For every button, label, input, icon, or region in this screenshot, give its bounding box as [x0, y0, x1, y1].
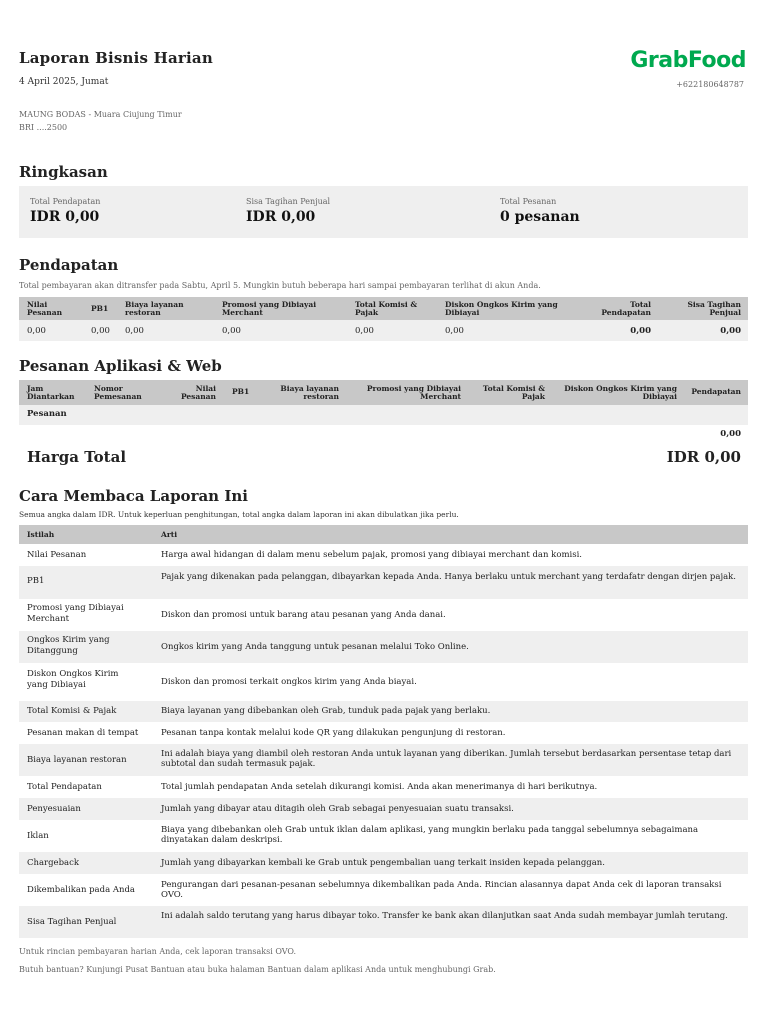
income-th-total-income: Total Pendapatan	[601, 300, 651, 317]
glossary-row	[19, 798, 748, 820]
income-cell-outstanding: 0,00	[720, 326, 741, 336]
glossary-row	[19, 820, 748, 852]
glossary-th-def: Arti	[161, 530, 178, 539]
income-cell-service-fee: 0,00	[125, 326, 144, 336]
glossary-def: Total jumlah pendapatan Anda setelah dikurangi komisi. Anda akan menerimanya di hari berikutnya.	[161, 782, 598, 792]
page-title: Laporan Bisnis Harian	[19, 49, 213, 67]
income-th-service-fee: Biaya layanan restoran	[125, 300, 184, 317]
glossary-term: Sisa Tagihan Penjual	[27, 917, 117, 927]
glossary-row	[19, 852, 748, 874]
glossary-th-term: Istilah	[27, 530, 55, 539]
merchant-phone: +622180648787	[676, 80, 744, 89]
income-title: Pendapatan	[19, 256, 119, 274]
orders-title: Pesanan Aplikasi & Web	[19, 357, 222, 375]
glossary-def: Pengurangan dari pesanan-pesanan sebelumnya dikembalikan pada Anda. Rincian alasannya dapat Anda cek di laporan transaksi OVO.	[161, 880, 722, 900]
grabfood-logo: GrabFood	[630, 48, 746, 73]
income-th-outstanding: Sisa Tagihan Penjual	[687, 300, 741, 317]
glossary-def: Ongkos kirim yang Anda tanggung untuk pesanan melalui Toko Online.	[161, 642, 469, 652]
income-cell-commission-tax: 0,00	[355, 326, 374, 336]
glossary-row	[19, 599, 748, 631]
summary-label-orders: Total Pesanan	[500, 197, 557, 206]
income-table-row	[19, 320, 748, 341]
income-cell-total-income: 0,00	[630, 326, 651, 336]
glossary-term: Diskon Ongkos Kirim yang Dibiayai	[27, 669, 119, 690]
income-table-header	[19, 297, 748, 320]
glossary-row	[19, 663, 748, 701]
glossary-row	[19, 874, 748, 906]
glossary-row	[19, 906, 748, 938]
glossary-def: Biaya yang dibebankan oleh Grab untuk iklan dalam aplikasi, yang mungkin berlaku pada tanggal sebelumnya sebagaimana dinyatakan dalam deskripsi.	[161, 825, 699, 845]
glossary-term: Total Pendapatan	[27, 782, 102, 792]
summary-label-total-income: Total Pendapatan	[30, 197, 101, 206]
summary-title: Ringkasan	[19, 163, 108, 181]
summary-panel	[19, 186, 748, 238]
glossary-def: Jumlah yang dibayarkan kembali ke Grab untuk pengembalian uang terkait insiden kepada pelanggan.	[161, 858, 605, 868]
income-cell-delivery-discount: 0,00	[445, 326, 464, 336]
glossary-term: PB1	[27, 576, 45, 586]
orders-th-order-value: Nilai Pesanan	[180, 384, 216, 401]
orders-th-order-number: Nomor Pemesanan	[94, 384, 142, 401]
glossary-row	[19, 566, 748, 599]
glossary-def: Pesanan tanpa kontak melalui kode QR yang dilakukan pengunjung di restoran.	[161, 728, 506, 738]
glossary-row	[19, 544, 748, 566]
glossary-def: Ini adalah biaya yang diambil oleh restoran Anda untuk layanan yang diberikan. Jumlah tersebut berdasarkan persentase tetap dari subtotal dan sudah termasuk pajak.	[161, 749, 732, 769]
glossary-term: Total Komisi & Pajak	[27, 706, 117, 716]
glossary-def: Biaya layanan yang dibebankan oleh Grab, tunduk pada pajak yang berlaku.	[161, 706, 491, 716]
orders-th-commission-tax: Total Komisi & Pajak	[482, 384, 545, 401]
glossary-def: Ini adalah saldo terutang yang harus dibayar toko. Transfer ke bank akan dilanjutkan saat Anda sudah membayar jumlah terutang.	[161, 911, 728, 921]
glossary-term: Biaya layanan restoran	[27, 755, 127, 765]
orders-subtotal: 0,00	[720, 429, 741, 439]
income-th-commission-tax: Total Komisi & Pajak	[355, 300, 418, 317]
glossary-note: Semua angka dalam IDR. Untuk keperluan penghitungan, total angka dalam laporan ini akan dibulatkan jika perlu.	[19, 510, 459, 519]
glossary-row	[19, 722, 748, 744]
glossary-term: Ongkos Kirim yang Ditanggung	[27, 635, 110, 656]
glossary-term: Iklan	[27, 831, 49, 841]
glossary-title: Cara Membaca Laporan Ini	[19, 487, 248, 505]
glossary-def: Pajak yang dikenakan pada pelanggan, dibayarkan kepada Anda. Hanya berlaku untuk merchant yang terdafatr dengan dirjen pajak.	[161, 572, 736, 582]
income-cell-pb1: 0,00	[91, 326, 110, 336]
glossary-term: Chargeback	[27, 858, 80, 868]
income-th-delivery-discount: Diskon Ongkos Kirim yang Dibiayai	[445, 300, 558, 317]
glossary-row	[19, 701, 748, 722]
orders-total-value: IDR 0,00	[666, 448, 741, 466]
footer-help-note: Butuh bantuan? Kunjungi Pusat Bantuan atau buka halaman Bantuan dalam aplikasi Anda untuk menghubungi Grab.	[19, 965, 496, 974]
summary-value-outstanding: IDR 0,00	[246, 209, 316, 225]
orders-group-label: Pesanan	[27, 409, 67, 419]
income-th-pb1: PB1	[91, 304, 109, 313]
merchant-name: MAUNG BODAS - Muara Ciujung Timur	[19, 110, 182, 119]
income-cell-order-value: 0,00	[27, 326, 46, 336]
glossary-table-header	[19, 525, 748, 544]
orders-th-service-fee: Biaya layanan restoran	[280, 384, 339, 401]
glossary-term: Promosi yang Dibiayai Merchant	[27, 603, 124, 624]
glossary-def: Jumlah yang dibayar atau ditagih oleh Grab sebagai penyesuaian suatu transaksi.	[161, 804, 514, 814]
glossary-def: Harga awal hidangan di dalam menu sebelum pajak, promosi yang dibiayai merchant dan komisi.	[161, 550, 582, 560]
income-th-merchant-promo: Promosi yang Dibiayai Merchant	[222, 300, 317, 317]
glossary-term: Pesanan makan di tempat	[27, 728, 139, 738]
orders-group-row	[19, 405, 748, 425]
glossary-term: Nilai Pesanan	[27, 550, 87, 560]
summary-value-orders: 0 pesanan	[500, 209, 580, 225]
summary-value-total-income: IDR 0,00	[30, 209, 100, 225]
orders-th-delivery-time: Jam Diantarkan	[27, 384, 75, 401]
income-note: Total pembayaran akan ditransfer pada Sabtu, April 5. Mungkin butuh beberapa hari sampai pembayaran terlihat di akun Anda.	[19, 281, 541, 290]
income-th-order-value: Nilai Pesanan	[27, 300, 63, 317]
orders-table-header	[19, 380, 748, 405]
glossary-term: Penyesuaian	[27, 804, 81, 814]
orders-th-income: Pendapatan	[691, 387, 741, 396]
summary-label-outstanding: Sisa Tagihan Penjual	[246, 197, 331, 206]
glossary-def: Diskon dan promosi untuk barang atau pesanan yang Anda danai.	[161, 610, 446, 620]
glossary-row	[19, 776, 748, 798]
glossary-def: Diskon dan promosi terkait ongkos kirim yang Anda biayai.	[161, 677, 417, 687]
income-cell-merchant-promo: 0,00	[222, 326, 241, 336]
glossary-row	[19, 631, 748, 663]
report-date: 4 April 2025, Jumat	[19, 77, 109, 87]
footer-ovo-note: Untuk rincian pembayaran harian Anda, cek laporan transaksi OVO.	[19, 947, 297, 956]
bank-account: BRI ....2500	[19, 123, 68, 132]
glossary-row	[19, 744, 748, 776]
orders-th-merchant-promo: Promosi yang Dibiayai Merchant	[366, 384, 461, 401]
glossary-term: Dikembalikan pada Anda	[27, 885, 135, 895]
orders-th-pb1: PB1	[232, 387, 250, 396]
orders-th-delivery-discount: Diskon Ongkos Kirim yang Dibiayai	[564, 384, 677, 401]
orders-total-label: Harga Total	[27, 448, 127, 466]
